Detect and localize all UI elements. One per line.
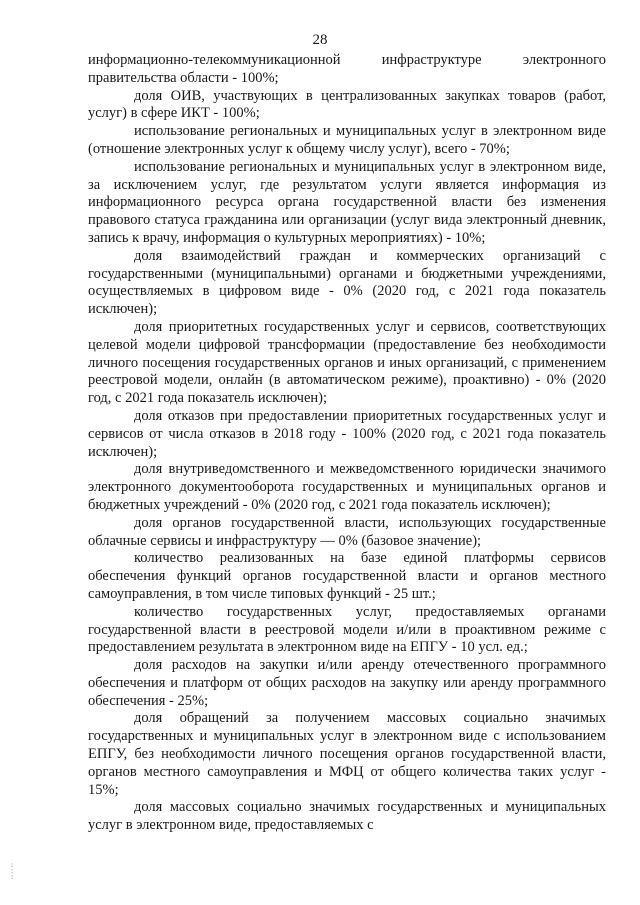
paragraph-8: доля внутриведомственного и межведомственного юридически значимого электронного документооборота государственных и муниципальных органов и бюджетных учреждений - 0% (2020 год, с 2021 года показатель исключен); (88, 461, 606, 513)
paragraph-2: доля ОИВ, участвующих в централизованных закупках товаров (работ, услуг) в сфере ИКТ - 100%; (88, 87, 606, 122)
paragraph-6: доля приоритетных государственных услуг и сервисов, соответствующих целевой модели цифровой трансформации (предоставление без необходимости личного посещения государственных органов и иных организаций, с применением реестровой модели, онлайн (в автоматическом режиме), проактивно) - 0% (2020 год, с 2021 года показатель исключен); (88, 318, 606, 407)
paragraph-4: использование региональных и муниципальных услуг в электронном виде, за исключением услуг, где результатом услуги является информация из информационного ресурса органа государственной власти без изменения правового статуса гражданина или организации (услуг вида электронный дневник, запись к врачу, информация о культурных мероприятиях) - 10%; (88, 158, 606, 246)
paragraph-7: доля отказов при предоставлении приоритетных государственных услуг и сервисов от числа отказов в 2018 году - 100% (2020 год, с 2021 года показатель исключен); (88, 407, 606, 460)
paragraph-12: доля расходов на закупки и/или аренду отечественного программного обеспечения и платформ от общих расходов на закупку или аренду программного обеспечения - 25%; (88, 657, 606, 709)
paragraph-1: информационно-телекоммуникационной инфраструктуре электронного правительства области - 100%; (88, 52, 606, 86)
paragraph-10: количество реализованных на базе единой платформы сервисов обеспечения функций органов государственной власти и органов местного самоуправления, в том числе типовых функций - 25 шт.; (88, 550, 606, 602)
paragraph-5: доля взаимодействий граждан и коммерческих организаций с государственными (муниципальными) органами и бюджетными учреждениями, осуществляемых в цифровом виде - 0% (2020 год, с 2021 года показатель исключен); (88, 247, 606, 318)
paragraph-3: использование региональных и муниципальных услуг в электронном виде (отношение электронных услуг к общему числу услуг), всего - 70%; (88, 123, 606, 157)
paragraph-14: доля массовых социально значимых государственных и муниципальных услуг в электронном виде, предоставляемых с (88, 799, 606, 834)
page-number: 28 (312, 32, 328, 48)
paragraph-13: доля обращений за получением массовых социально значимых государственных и муниципальных услуг в электронном виде с использованием ЕПГУ, без необходимости личного посещения органов государственной власти, органов местного самоуправления и МФЦ от общего количества таких услуг - 15%; (88, 710, 606, 798)
document-body (88, 52, 606, 835)
paragraph-11: количество государственных услуг, предоставляемых органами государственной власти в реестровой модели и/или в проактивном режиме с предоставлением результата в электронном виде на ЕПГУ - 10 усл. ед.; (88, 603, 606, 656)
margin-scan-mark: : : : (10, 861, 15, 881)
paragraph-9: доля органов государственной власти, использующих государственные облачные сервисы и инфраструктуру — 0% (базовое значение); (88, 514, 606, 549)
